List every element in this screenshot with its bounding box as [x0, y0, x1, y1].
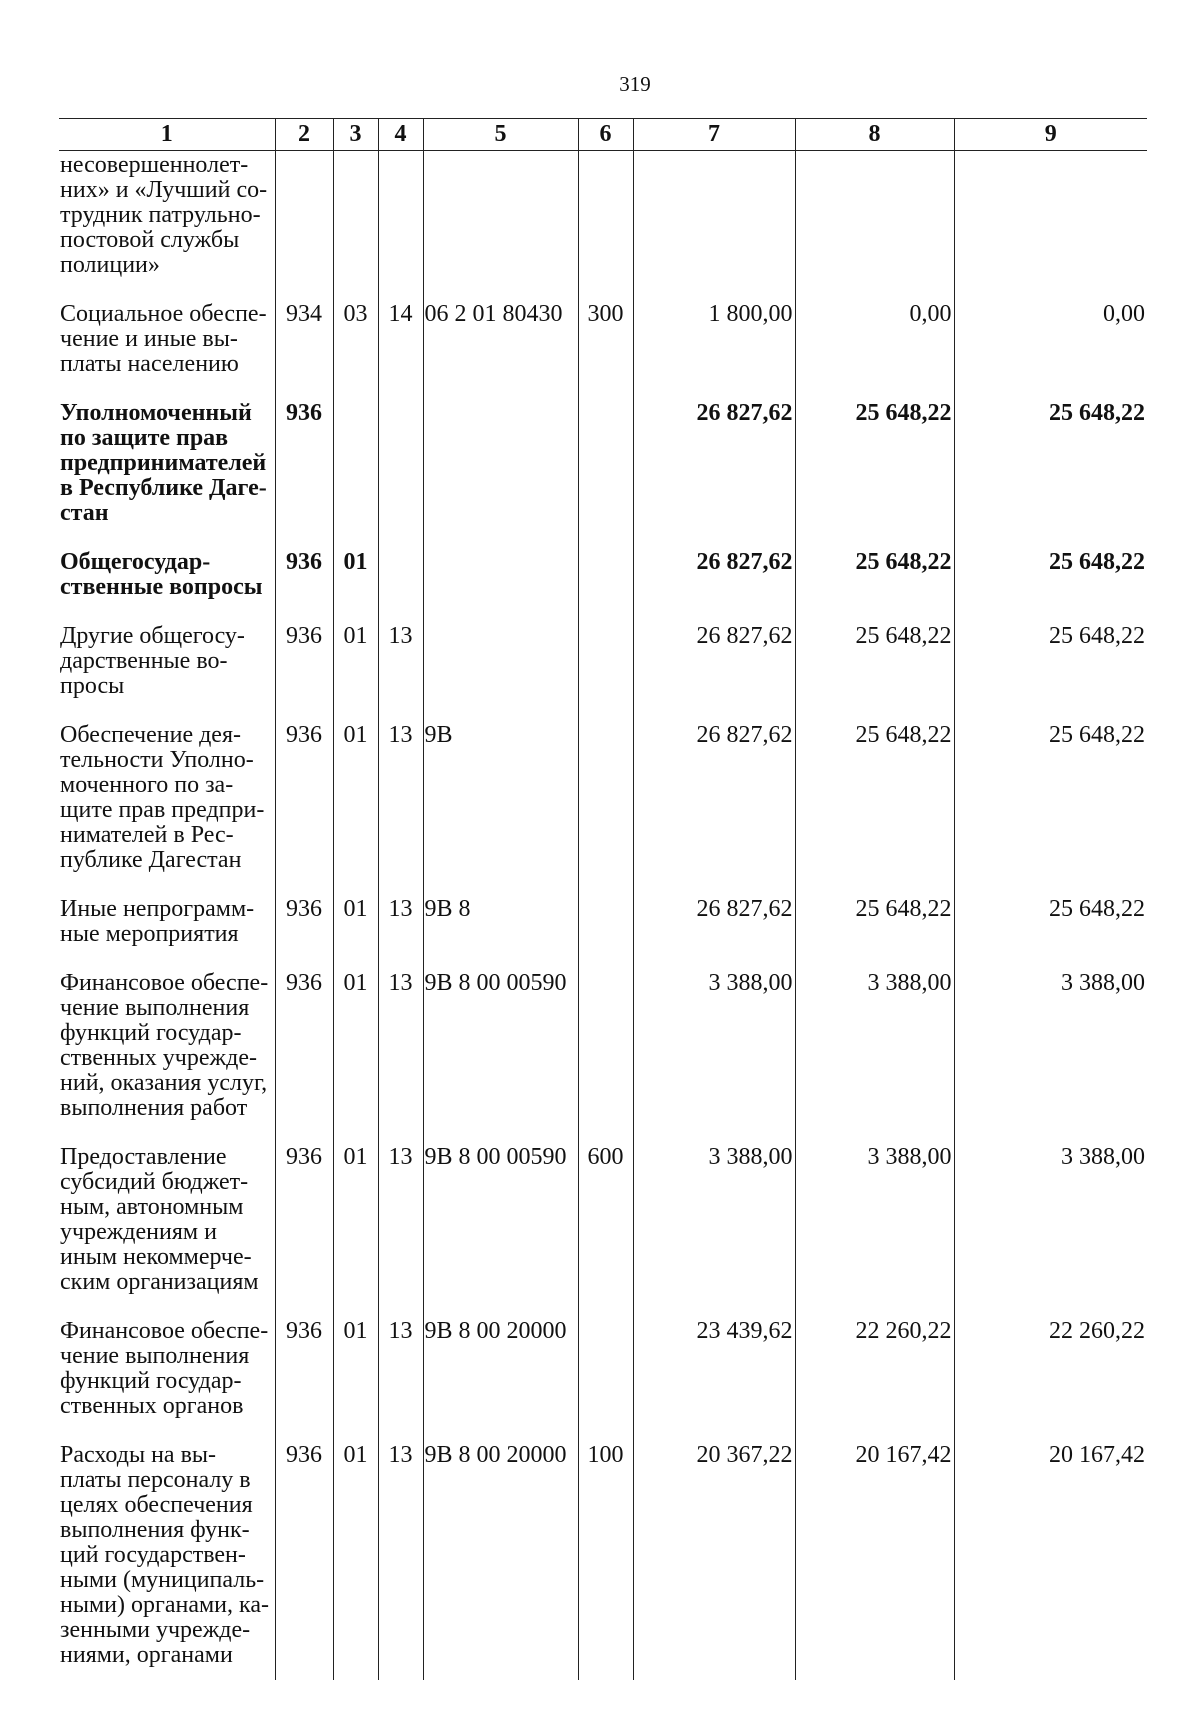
- target-article-code: 9В 8 00 20000: [423, 1435, 578, 1680]
- row-name: Общегосудар- ственные вопросы: [60, 549, 263, 600]
- subsection-code: 13: [378, 715, 423, 889]
- amount-col-7: 26 827,62: [633, 542, 795, 616]
- amount-col-7: 20 367,22: [633, 1435, 795, 1680]
- section-code: 01: [333, 715, 378, 889]
- amount-col-8: [795, 151, 954, 295]
- row-name: Иные непрограмм- ные мероприятия: [60, 896, 255, 947]
- amount-col-9: 20 167,42: [954, 1435, 1147, 1680]
- amount-col-7: 26 827,62: [633, 715, 795, 889]
- expense-type-code: 300: [578, 294, 633, 393]
- target-article-code: [423, 542, 578, 616]
- target-article-code: [423, 616, 578, 715]
- row-name: Обеспечение дея- тельности Уполно- моченного по за- щите прав предпри- нимателей в Рес- публике Дагестан: [60, 722, 265, 873]
- subsection-code: 14: [378, 294, 423, 393]
- amount-col-8: 3 388,00: [795, 963, 954, 1137]
- amount-col-9: 3 388,00: [954, 1137, 1147, 1311]
- subsection-code: 13: [378, 1137, 423, 1311]
- amount-col-9: 25 648,22: [954, 393, 1147, 542]
- expense-type-code: 600: [578, 1137, 633, 1311]
- budget-table: [59, 118, 1147, 1680]
- column-header-5: 5: [423, 119, 578, 151]
- column-header-1: 1: [59, 119, 275, 151]
- target-article-code: [423, 393, 578, 542]
- section-code: 01: [333, 542, 378, 616]
- amount-col-8: 25 648,22: [795, 616, 954, 715]
- row-name: Другие общегосу- дарственные во- просы: [60, 623, 245, 699]
- section-code: 01: [333, 1311, 378, 1435]
- ministry-code: 936: [275, 616, 333, 715]
- expense-type-code: [578, 1311, 633, 1435]
- table-row: [59, 1435, 1147, 1680]
- amount-col-8: 22 260,22: [795, 1311, 954, 1435]
- amount-col-8: 20 167,42: [795, 1435, 954, 1680]
- amount-col-8: 25 648,22: [795, 715, 954, 889]
- column-header-6: 6: [578, 119, 633, 151]
- column-header-8: 8: [795, 119, 954, 151]
- amount-col-9: 25 648,22: [954, 616, 1147, 715]
- subsection-code: [378, 151, 423, 295]
- column-header-2: 2: [275, 119, 333, 151]
- table-row: [59, 294, 1147, 393]
- table-row: [59, 393, 1147, 542]
- target-article-code: 9В 8 00 20000: [423, 1311, 578, 1435]
- section-code: 01: [333, 1137, 378, 1311]
- column-header-7: 7: [633, 119, 795, 151]
- row-name: Расходы на вы- платы персоналу в целях обеспечения выполнения функ- ций государствен- ными (муниципаль- ными) органами, ка- зенными учрежде- ниями, органами: [60, 1442, 269, 1668]
- ministry-code: 936: [275, 393, 333, 542]
- section-code: 01: [333, 963, 378, 1137]
- table-row: [59, 151, 1147, 295]
- expense-type-code: 100: [578, 1435, 633, 1680]
- column-header-3: 3: [333, 119, 378, 151]
- amount-col-9: 3 388,00: [954, 963, 1147, 1137]
- row-name: Социальное обеспе- чение и иные вы- платы населению: [60, 301, 267, 377]
- amount-col-7: 26 827,62: [633, 616, 795, 715]
- row-name: Уполномоченный по защите прав предпринимателей в Республике Даге- стан: [60, 400, 267, 526]
- expense-type-code: [578, 963, 633, 1137]
- expense-type-code: [578, 715, 633, 889]
- target-article-code: 06 2 01 80430: [423, 294, 578, 393]
- subsection-code: [378, 542, 423, 616]
- subsection-code: 13: [378, 1435, 423, 1680]
- row-name: Предоставление субсидий бюджет- ным, автономным учреждениям и иным некоммерче- ским организациям: [60, 1144, 259, 1295]
- amount-col-8: 3 388,00: [795, 1137, 954, 1311]
- subsection-code: 13: [378, 889, 423, 963]
- amount-col-7: 3 388,00: [633, 1137, 795, 1311]
- table-row: [59, 715, 1147, 889]
- expense-type-code: [578, 616, 633, 715]
- amount-col-9: 22 260,22: [954, 1311, 1147, 1435]
- row-name: несовершеннолет- них» и «Лучший со- трудник патрульно- постовой службы полиции»: [60, 152, 268, 278]
- expense-type-code: [578, 542, 633, 616]
- page-number: 319: [619, 72, 651, 96]
- section-code: 01: [333, 1435, 378, 1680]
- ministry-code: 936: [275, 542, 333, 616]
- target-article-code: [423, 151, 578, 295]
- ministry-code: [275, 151, 333, 295]
- table-row: [59, 1137, 1147, 1311]
- amount-col-7: [633, 151, 795, 295]
- table-row: [59, 889, 1147, 963]
- amount-col-7: 26 827,62: [633, 393, 795, 542]
- table-row: [59, 542, 1147, 616]
- table-body: [59, 151, 1147, 1681]
- section-code: 01: [333, 889, 378, 963]
- amount-col-7: 3 388,00: [633, 963, 795, 1137]
- column-header-9: 9: [954, 119, 1147, 151]
- ministry-code: 936: [275, 889, 333, 963]
- amount-col-9: 25 648,22: [954, 889, 1147, 963]
- table-row: [59, 1311, 1147, 1435]
- ministry-code: 936: [275, 1435, 333, 1680]
- amount-col-9: [954, 151, 1147, 295]
- row-name: Финансовое обеспе- чение выполнения функций государ- ственных учрежде- ний, оказания услуг, выполнения работ: [60, 970, 269, 1121]
- amount-col-9: 25 648,22: [954, 715, 1147, 889]
- ministry-code: 936: [275, 715, 333, 889]
- ministry-code: 936: [275, 963, 333, 1137]
- amount-col-8: 25 648,22: [795, 393, 954, 542]
- subsection-code: [378, 393, 423, 542]
- subsection-code: 13: [378, 963, 423, 1137]
- ministry-code: 936: [275, 1137, 333, 1311]
- expense-type-code: [578, 151, 633, 295]
- target-article-code: 9В 8 00 00590: [423, 1137, 578, 1311]
- section-code: [333, 151, 378, 295]
- expense-type-code: [578, 889, 633, 963]
- amount-col-8: 0,00: [795, 294, 954, 393]
- amount-col-7: 1 800,00: [633, 294, 795, 393]
- expense-type-code: [578, 393, 633, 542]
- amount-col-8: 25 648,22: [795, 889, 954, 963]
- target-article-code: 9В 8 00 00590: [423, 963, 578, 1137]
- amount-col-7: 26 827,62: [633, 889, 795, 963]
- amount-col-8: 25 648,22: [795, 542, 954, 616]
- table-row: [59, 963, 1147, 1137]
- table-header-row: [59, 119, 1147, 151]
- target-article-code: 9В: [423, 715, 578, 889]
- column-header-4: 4: [378, 119, 423, 151]
- section-code: [333, 393, 378, 542]
- target-article-code: 9В 8: [423, 889, 578, 963]
- table-row: [59, 616, 1147, 715]
- section-code: 01: [333, 616, 378, 715]
- section-code: 03: [333, 294, 378, 393]
- amount-col-7: 23 439,62: [633, 1311, 795, 1435]
- subsection-code: 13: [378, 616, 423, 715]
- subsection-code: 13: [378, 1311, 423, 1435]
- amount-col-9: 25 648,22: [954, 542, 1147, 616]
- ministry-code: 934: [275, 294, 333, 393]
- ministry-code: 936: [275, 1311, 333, 1435]
- row-name: Финансовое обеспе- чение выполнения функций государ- ственных органов: [60, 1318, 269, 1419]
- budget-table-container: [59, 118, 1147, 1680]
- amount-col-9: 0,00: [954, 294, 1147, 393]
